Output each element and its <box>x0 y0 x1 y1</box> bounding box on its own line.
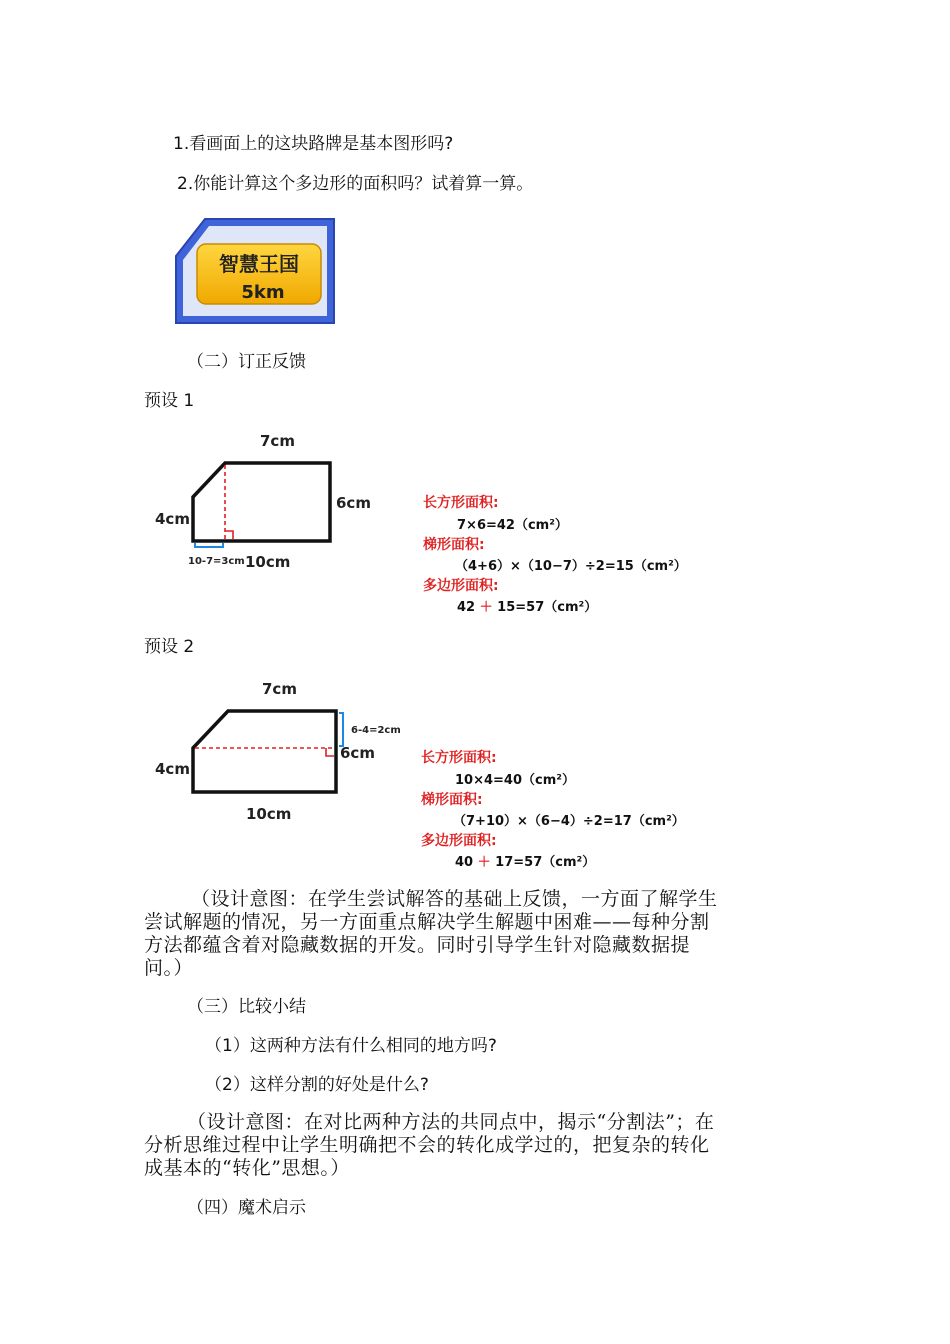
question-1: 1.看画面上的这块路牌是基本图形吗? <box>173 134 454 154</box>
sign-line-1: 智慧王国 <box>219 252 299 276</box>
compare-question-2: （2）这样分割的好处是什么? <box>205 1075 429 1095</box>
trapezoid-area-expression: （4+6）×（10−7）÷2=15（cm²） <box>455 559 687 574</box>
design-intent-line-3: 方法都蕴含着对隐藏数据的开发。同时引导学生针对隐藏数据提 <box>144 934 691 956</box>
rectangle-area-expression: 7×6=42（cm²） <box>457 518 568 533</box>
rectangle-area-expression: 10×4=40（cm²） <box>455 773 575 788</box>
preset-1-heading: 预设 1 <box>144 391 195 411</box>
right-length-label: 6cm <box>336 494 371 512</box>
trapezoid-area-title: 梯形面积: <box>423 537 485 553</box>
right-length-label: 6cm <box>340 744 375 762</box>
preset-2-diagram <box>150 675 410 830</box>
rectangle-area-title: 长方形面积: <box>423 495 499 511</box>
top-length-label: 7cm <box>262 680 297 698</box>
design-intent-line-1: （设计意图：在学生尝试解答的基础上反馈，一方面了解学生 <box>191 888 718 910</box>
preset-1-diagram <box>150 425 400 580</box>
trapezoid-area-expression: （7+10）×（6−4）÷2=17（cm²） <box>453 814 685 829</box>
question-2: 2.你能计算这个多边形的面积吗？试着算一算。 <box>177 174 534 194</box>
compare-question-1: （1）这两种方法有什么相同的地方吗? <box>205 1036 497 1056</box>
polygon-area-title: 多边形面积: <box>423 578 499 594</box>
design-intent-2-line-2: 分析思维过程中让学生明确把不会的转化成学过的，把复杂的转化 <box>144 1134 710 1156</box>
road-sign-image <box>173 216 337 326</box>
bottom-length-label: 10cm <box>245 553 291 571</box>
section-heading: （四）魔术启示 <box>187 1198 306 1218</box>
polygon-area-title: 多边形面积: <box>421 833 497 849</box>
section-heading: （二）订正反馈 <box>187 352 306 372</box>
difference-note: 6-4=2cm <box>351 725 401 736</box>
rectangle-area-title: 长方形面积: <box>421 750 497 766</box>
sign-line-2: 5km <box>241 282 285 303</box>
bottom-length-label: 10cm <box>246 805 292 823</box>
difference-note: 10-7=3cm <box>188 556 245 567</box>
left-length-label: 4cm <box>155 760 190 778</box>
left-length-label: 4cm <box>155 510 190 528</box>
trapezoid-area-title: 梯形面积: <box>421 792 483 808</box>
design-intent-2-line-3: 成基本的“转化”思想。） <box>144 1157 350 1179</box>
section-heading: （三）比较小结 <box>187 997 306 1017</box>
design-intent-line-4: 问。） <box>144 957 194 979</box>
design-intent-line-2: 尝试解题的情况，另一方面重点解决学生解题中困难——每种分割 <box>144 911 710 933</box>
polygon-area-expression: 42 ＋ 15=57（cm²） <box>457 600 598 615</box>
top-length-label: 7cm <box>260 432 295 450</box>
design-intent-2-line-1: （设计意图：在对比两种方法的共同点中，揭示“分割法”；在 <box>187 1111 715 1133</box>
polygon-area-expression: 40 ＋ 17=57（cm²） <box>455 855 596 870</box>
preset-2-heading: 预设 2 <box>144 637 195 657</box>
